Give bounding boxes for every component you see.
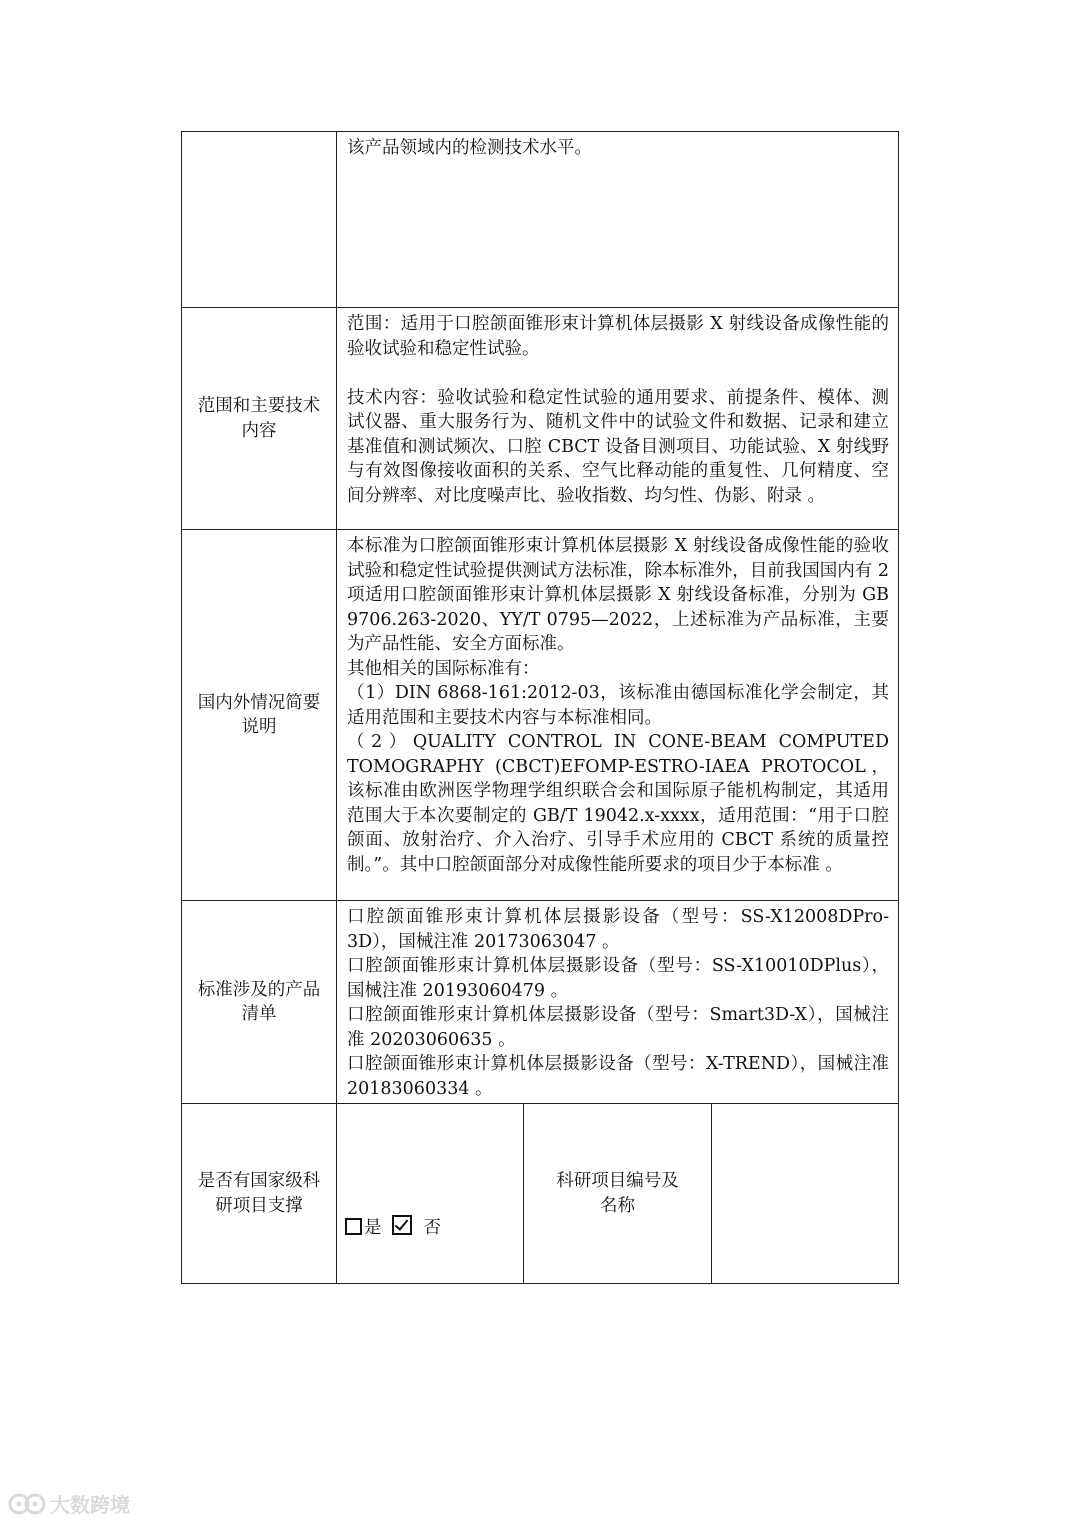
watermark (8, 1489, 130, 1518)
watermark-logo-icon (8, 1493, 46, 1515)
product-item: 口腔颌面锥形束计算机体层摄影设备（型号：X-TREND），国械注准 20183060334 。 (347, 1054, 889, 1099)
project-number-label-cell (524, 1104, 711, 1284)
no-checkbox-checked[interactable] (392, 1215, 412, 1235)
paragraph-gap (347, 361, 889, 386)
table-row-national-project (182, 1104, 899, 1284)
yes-option-label: 是 (364, 1218, 382, 1238)
international-item-2: （2）QUALITY CONTROL IN CONE-BEAM COMPUTED TOMOGRAPHY (CBCT)EFOMP-ESTRO-IAEA PROTOCOL，该标准由欧洲医学物理学组织联合会和国际原子能机构制定，其适用范围大于本次要制定的 GB/T 19042.x-xxxx，适用范围：“用于口腔颌面、放射治疗、介入治疗、引导手术应用的 CBCT 系统的质量控制。”。其中口腔颌面部分对成像性能所要求的项目少于本标准 。 (347, 732, 889, 875)
domestic-foreign-content-cell (337, 530, 899, 901)
continuation-content-cell (337, 132, 899, 308)
yes-no-cell (337, 1104, 524, 1284)
standard-info-table (181, 131, 899, 1284)
empty-label-cell (182, 132, 337, 308)
table-row-continuation (182, 132, 899, 308)
table-row-products (182, 901, 899, 1104)
scope-range-paragraph: 范围：适用于口腔颌面锥形束计算机体层摄影 X 射线设备成像性能的验收试验和稳定性试验。 (347, 314, 889, 359)
watermark-text: 大数跨境 (50, 1493, 130, 1517)
domestic-foreign-label-line2: 说明 (241, 717, 277, 737)
international-item-1: （1）DIN 6868-161:2012-03，该标准由德国标准化学会制定，其适用范围和主要技术内容与本标准相同。 (347, 683, 889, 728)
table-row-domestic-foreign (182, 530, 899, 901)
no-option-label: 否 (423, 1218, 441, 1238)
scope-label-line1: 范围和主要技术 (197, 396, 321, 416)
national-project-label-line2: 研项目支撑 (215, 1195, 303, 1216)
national-project-label-cell (182, 1104, 337, 1284)
products-label-line2: 清单 (241, 1004, 277, 1024)
products-label-line1: 标准涉及的产品 (197, 979, 321, 1000)
product-item: 口腔颌面锥形束计算机体层摄影设备（型号：SS-X12008DPro-3D），国械注准 20173063047 。 (347, 907, 889, 952)
project-number-value-cell (711, 1104, 898, 1284)
product-item: 口腔颌面锥形束计算机体层摄影设备（型号：SS-X10010DPlus），国械注准 20193060479 。 (347, 956, 889, 1001)
domestic-foreign-label-line1: 国内外情况简要 (197, 692, 321, 713)
scope-label-line2: 内容 (241, 420, 277, 441)
national-project-label-line1: 是否有国家级科 (197, 1171, 321, 1191)
products-label-cell (182, 901, 337, 1104)
international-intro-paragraph: 其他相关的国际标准有： (347, 658, 540, 679)
product-item: 口腔颌面锥形束计算机体层摄影设备（型号：Smart3D-X），国械注准 20203060635 。 (347, 1005, 889, 1050)
domestic-standards-paragraph: 本标准为口腔颌面锥形束计算机体层摄影 X 射线设备成像性能的验收试验和稳定性试验提供测试方法标准，除本标准外，目前我国国内有 2 项适用口腔颌面锥形束计算机体层摄影 X 射线设备标准，分别为 GB 9706.263-2020、YY/T 0795—2022，上述标准为产品标准，主要为产品性能、安全方面标准。 (347, 536, 889, 654)
scope-content-cell (337, 308, 899, 530)
project-number-label-line2: 名称 (599, 1195, 635, 1216)
table-row-scope (182, 308, 899, 530)
domestic-foreign-label-cell (182, 530, 337, 901)
yes-checkbox[interactable] (345, 1218, 362, 1235)
continuation-text: 该产品领域内的检测技术水平。 (347, 138, 592, 158)
scope-technical-paragraph: 技术内容：验收试验和稳定性试验的通用要求、前提条件、模体、测试仪器、重大服务行为、随机文件中的试验文件和数据、记录和建立基准值和测试频次、口腔 CBCT 设备目测项目、功能试验、X 射线野与有效图像接收面积的关系、空气比释动能的重复性、几何精度、空间分辨率、对比度噪声比、验收指数、均匀性、伪影、附录 。 (347, 387, 889, 506)
project-number-label-line1: 科研项目编号及 (556, 1171, 679, 1191)
products-content-cell (337, 901, 899, 1104)
scope-label-cell (182, 308, 337, 530)
